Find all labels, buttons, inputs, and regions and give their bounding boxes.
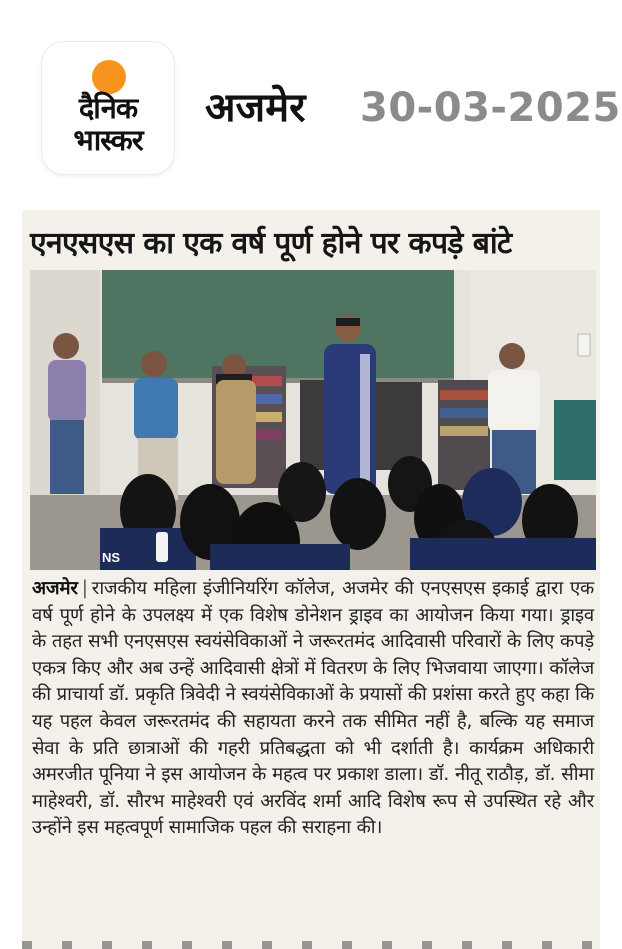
- news-photo: [30, 270, 596, 570]
- article-text: राजकीय महिला इंजीनियरिंग कॉलेज, अजमेर की एनएसएस इकाई द्वारा एक वर्ष पूर्ण होने के उपलक्ष्य में एक विशेष डोनेशन ड्राइव का आयोजन किया गया। ड्राइव के तहत सभी एनएसएस स्वयंसेविकाओं ने जरूरतमंद आदिवासी परिवारों के लिए कपड़े एकत्र किए और अब उन्हें आदिवासी क्षेत्रों में वितरण के लिए भिजवाया जाएगा। कॉलेज की प्राचार्या डॉ. प्रकृति त्रिवेदी ने स्वयंसेविकाओं के प्रयासों की प्रशंसा करते हुए कहा कि यह पहल केवल जरूरतमंद की सहायता करने तक सीमित नहीं है, बल्कि यह समाज सेवा के प्रति छात्राओं की गहरी प्रतिबद्धता को भी दर्शाती है। कार्यक्रम अधिकारी अमरजीत पूनिया ने इस आयोजन के महत्व पर प्रकाश डाला। डॉ. नीतू राठौड़, डॉ. सीमा माहेश्वरी, डॉ. सौरभ माहेश्वरी एवं अरविंद शर्मा आदि विशेष रूप से उपस्थित रहे और उन्होंने इस महत्वपूर्ण सामाजिक पहल की सराहना की।: [32, 578, 594, 839]
- event-photo-illustration: [30, 270, 596, 570]
- dateline-separator: |: [81, 578, 88, 599]
- article-dateline: अजमेर: [32, 578, 78, 599]
- dainik-bhaskar-logo: [42, 42, 174, 174]
- article-body: [32, 576, 594, 842]
- next-story-fragment: [22, 941, 600, 949]
- edition-date: 30-03-2025: [360, 85, 621, 131]
- logo-text-line2: भास्कर: [73, 123, 143, 157]
- city-label: अजमेर: [205, 85, 306, 131]
- news-clipping: [22, 210, 600, 949]
- jersey-text: NS: [102, 550, 121, 565]
- headline: एनएसएस का एक वर्ष पूर्ण होने पर कपड़े बांटे: [30, 226, 512, 261]
- logo-text-line1: दैनिक: [78, 91, 138, 125]
- app-header: [0, 0, 622, 200]
- sun-icon: [92, 60, 126, 94]
